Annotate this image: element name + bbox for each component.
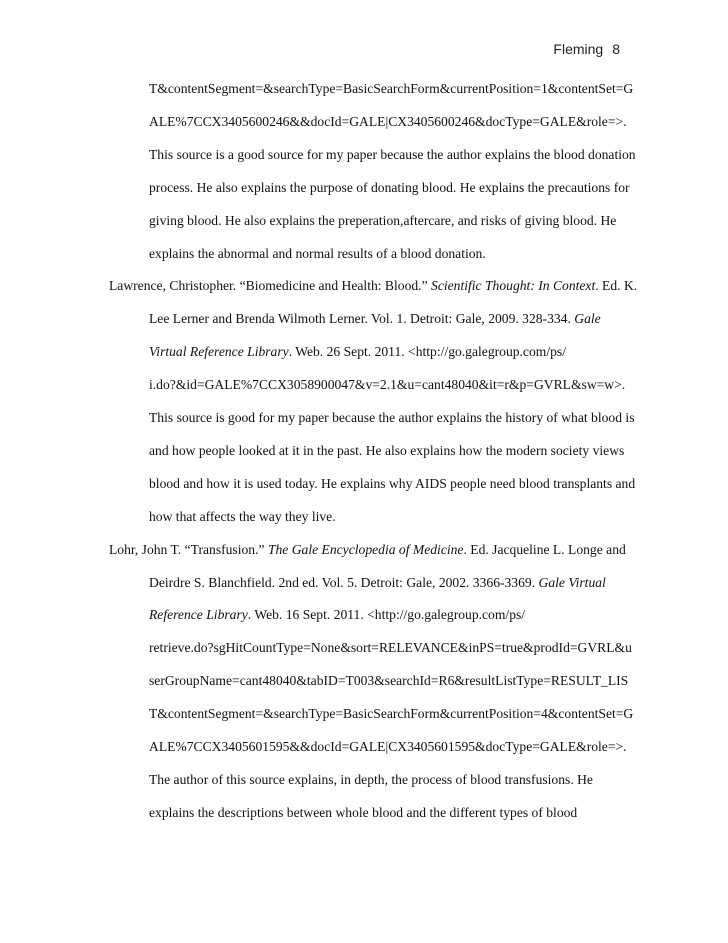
italic-title-text: Gale [574, 311, 601, 327]
citation-line [149, 112, 627, 132]
citation-first-line [109, 276, 637, 296]
citation-text: . Web. 26 Sept. 2011. <http://go.galegroup.com/ps/ [288, 344, 566, 360]
citation-text: ALE%7CCX3405600246&&docId=GALE|CX3405600246&docType=GALE&role=>. [149, 113, 627, 129]
citation-line [149, 507, 336, 527]
citation-text: Lee Lerner and Brenda Wilmoth Lerner. Vol. 1. Detroit: Gale, 2009. 328-334. [149, 311, 575, 327]
citation-text: T&contentSegment=&searchType=BasicSearchForm&currentPosition=1&contentSet=G [149, 81, 634, 96]
citation-line [149, 145, 636, 165]
citation-text: blood and how it is used today. He explains why AIDS people need blood transplants and [149, 475, 636, 491]
citation-line [149, 309, 601, 329]
citation-text: This source is good for my paper because the author explains the history of what blood is [149, 410, 635, 425]
italic-title-text: The Gale Encyclopedia of Medicine [267, 541, 464, 557]
citation-text: and how people looked at it in the past. He also explains how the modern society views [149, 442, 625, 458]
citation-line [149, 704, 633, 724]
italic-title-text: Gale Virtual [538, 574, 606, 590]
citation-line [149, 244, 486, 264]
italic-title-text: Reference Library [149, 607, 248, 623]
citation-line [149, 803, 577, 823]
citation-line [149, 573, 606, 593]
running-header [553, 41, 620, 57]
citation-text: explains the abnormal and normal results of a blood donation. [149, 245, 486, 261]
citation-line [149, 638, 632, 658]
citation-text: Deirdre S. Blanchfield. 2nd ed. Vol. 5. Detroit: Gale, 2002. 3366-3369. [149, 574, 539, 590]
citation-text: process. He also explains the purpose of donating blood. He explains the precautions for [149, 179, 630, 195]
citation-text: explains the descriptions between whole blood and the different types of blood [149, 804, 578, 820]
citation-text: The author of this source explains, in depth, the process of blood transfusions. He [149, 771, 593, 787]
citation-first-line [109, 540, 626, 560]
citation-text: . Web. 16 Sept. 2011. <http://go.galegroup.com/ps/ [247, 607, 526, 623]
citation-text: This source is a good source for my paper because the author explains the blood donation [149, 146, 636, 162]
citation-line [149, 79, 633, 99]
citation-text: how that affects the way they live. [149, 508, 336, 524]
citation-text: serGroupName=cant48040&tabID=T003&searchId=R6&resultListType=RESULT_LIS [149, 673, 629, 689]
citation-line [149, 375, 625, 395]
citation-text: ALE%7CCX3405601595&&docId=GALE|CX3405601595&docType=GALE&role=>. [149, 739, 627, 754]
citation-line [149, 408, 635, 428]
citation-line [149, 605, 525, 625]
citation-line [149, 770, 593, 790]
citation-line [149, 342, 566, 362]
citation-text: . Ed. K. [595, 278, 638, 294]
citation-text: giving blood. He also explains the preperation,aftercare, and risks of giving blood. He [149, 212, 617, 228]
citation-text: Lawrence, Christopher. “Biomedicine and Health: Blood.” [109, 278, 432, 294]
citation-line [149, 211, 616, 231]
citation-line [149, 474, 635, 494]
italic-title-text: Virtual Reference Library [149, 344, 289, 360]
citation-line [149, 178, 630, 198]
citation-line [149, 737, 627, 757]
citation-text: T&contentSegment=&searchType=BasicSearchForm&currentPosition=4&contentSet=G [149, 706, 634, 722]
citation-text: retrieve.do?sgHitCountType=None&sort=RELEVANCE&inPS=true&prodId=GVRL&u [149, 640, 632, 656]
citation-line [149, 671, 628, 691]
italic-title-text: Scientific Thought: In Context [431, 278, 596, 294]
citation-line [149, 441, 624, 461]
citation-text: i.do?&id=GALE%7CCX3058900047&v=2.1&u=cant48040&it=r&p=GVRL&sw=w>. [149, 377, 626, 393]
page-number: 8 [612, 41, 620, 57]
citation-text: Lohr, John T. “Transfusion.” [109, 541, 268, 557]
header-author: Fleming [553, 41, 604, 57]
citation-text: . Ed. Jacqueline L. Longe and [463, 541, 626, 557]
